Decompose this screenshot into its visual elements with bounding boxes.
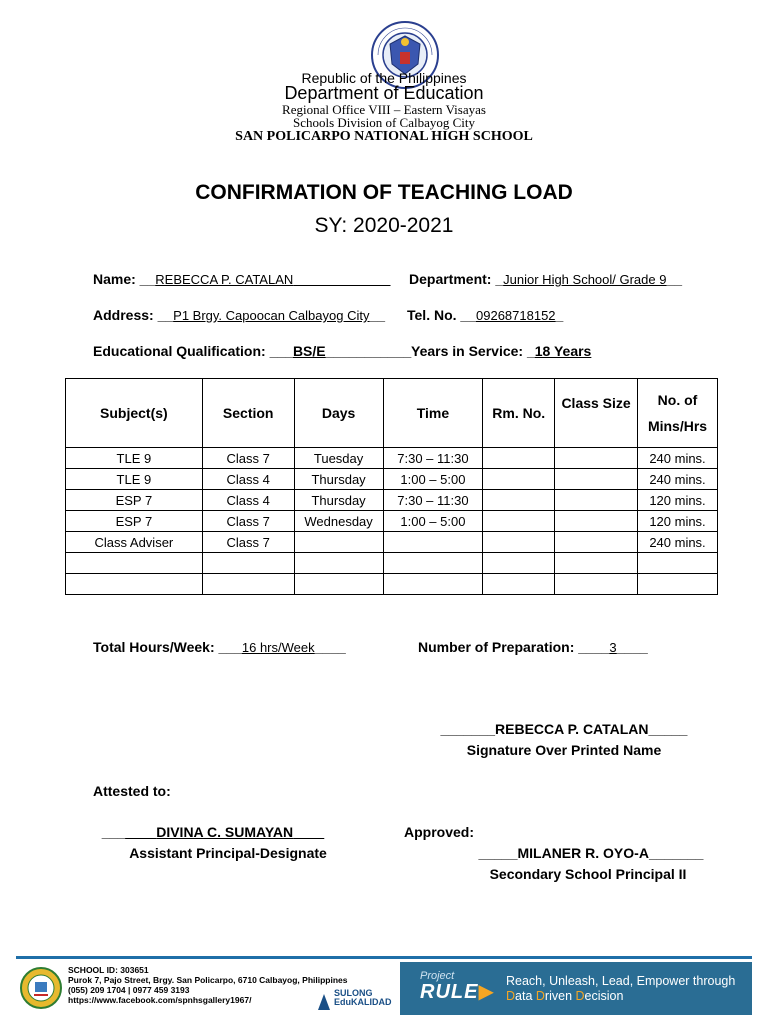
preparation-value: 3 bbox=[609, 640, 617, 655]
name-field: Name: __REBECCA P. CATALAN bbox=[93, 271, 294, 287]
header-mins-line1: No. of bbox=[657, 392, 698, 408]
cell-time: 7:30 – 11:30 bbox=[383, 448, 483, 469]
qualification-field: Educational Qualification: ___BS/E___________ bbox=[93, 343, 412, 359]
cell-section: Class 7 bbox=[202, 448, 294, 469]
teacher-signature-name: _______REBECCA P. CATALAN_____ bbox=[440, 721, 688, 737]
department-line: Department of Education bbox=[284, 83, 484, 103]
address-value: P1 Brgy. Capoocan Calbayog City bbox=[173, 308, 370, 323]
cell-subject: TLE 9 bbox=[66, 448, 203, 469]
project-slogan bbox=[506, 974, 735, 1004]
cell-days: Thursday bbox=[294, 490, 383, 511]
cell-section: Class 7 bbox=[202, 532, 294, 553]
cell-subject bbox=[66, 574, 203, 595]
total-hours-field: Total Hours/Week: ___16 hrs/Week____ bbox=[93, 639, 346, 655]
years-field: Years in Service: _18 Years bbox=[411, 343, 592, 359]
cell-time: 1:00 – 5:00 bbox=[383, 469, 483, 490]
cell-subject: ESP 7 bbox=[66, 490, 203, 511]
table-row bbox=[66, 553, 718, 574]
cell-days bbox=[294, 553, 383, 574]
approver-title: Secondary School Principal II bbox=[489, 866, 687, 882]
qualification-value: BS/E bbox=[292, 343, 326, 359]
table-header-row bbox=[66, 379, 718, 448]
school-name: SAN POLICARPO NATIONAL HIGH SCHOOL bbox=[235, 129, 533, 144]
cell-subject: ESP 7 bbox=[66, 511, 203, 532]
name-label: Name: bbox=[93, 271, 136, 287]
header-mins-line2: Mins/Hrs bbox=[647, 418, 708, 434]
footer-contact bbox=[68, 965, 347, 1005]
cell-room bbox=[483, 553, 555, 574]
cell-days: Thursday bbox=[294, 469, 383, 490]
attester-title: Assistant Principal-Designate bbox=[129, 845, 327, 861]
cell-room bbox=[483, 532, 555, 553]
cell-room bbox=[483, 574, 555, 595]
project-label: Project bbox=[420, 970, 455, 982]
approver-name: MILANER R. OYO-A bbox=[517, 845, 649, 861]
cell-subject: Class Adviser bbox=[66, 532, 203, 553]
department-value: Junior High School/ Grade 9 bbox=[503, 272, 667, 287]
attester-name: DIVINA C. SUMAYAN bbox=[156, 824, 294, 840]
header-section: Section bbox=[202, 379, 294, 448]
header-time: Time bbox=[383, 379, 483, 448]
footer-phones: (055) 209 1704 | 0977 459 3193 bbox=[68, 985, 190, 995]
cell-class-size bbox=[555, 532, 638, 553]
cell-mins: 120 mins. bbox=[638, 511, 718, 532]
cell-days bbox=[294, 574, 383, 595]
cell-section: Class 4 bbox=[202, 490, 294, 511]
cell-class-size bbox=[555, 469, 638, 490]
cell-time bbox=[383, 574, 483, 595]
cell-class-size bbox=[555, 553, 638, 574]
rule-text: RULE bbox=[420, 981, 479, 1003]
republic-line: Republic of the Philippines bbox=[301, 70, 467, 86]
cell-mins: 120 mins. bbox=[638, 490, 718, 511]
table-row bbox=[66, 490, 718, 511]
department-field: Department: _Junior High School/ Grade 9__ bbox=[409, 271, 683, 287]
preparation-label: Number of Preparation: bbox=[418, 639, 575, 655]
cell-days: Wednesday bbox=[294, 511, 383, 532]
header-subject: Subject(s) bbox=[66, 379, 203, 448]
header-mins bbox=[638, 379, 718, 448]
years-label: Years in Service: bbox=[411, 343, 524, 359]
teaching-load-table bbox=[65, 378, 718, 595]
project-rule-logo bbox=[420, 970, 495, 1002]
cell-room bbox=[483, 448, 555, 469]
cell-subject: TLE 9 bbox=[66, 469, 203, 490]
years-value: 18 Years bbox=[534, 343, 592, 359]
approver-signature-name: _____MILANER R. OYO-A_______ bbox=[478, 845, 704, 861]
sulong-line2: EduKALIDAD bbox=[334, 997, 392, 1007]
cell-mins: 240 mins. bbox=[638, 448, 718, 469]
school-year: SY: 2020-2021 bbox=[314, 214, 454, 237]
sulong-line1: SULONG bbox=[334, 988, 373, 998]
table-body bbox=[66, 448, 718, 595]
cell-subject bbox=[66, 553, 203, 574]
address-field: Address: __P1 Brgy. Capoocan Calbayog City__ bbox=[93, 307, 386, 323]
sulong-logo-icon bbox=[316, 992, 332, 1012]
department-label: Department: bbox=[409, 271, 492, 287]
cell-section bbox=[202, 553, 294, 574]
cell-mins bbox=[638, 574, 718, 595]
cell-mins: 240 mins. bbox=[638, 469, 718, 490]
footer-address: Purok 7, Pajo Street, Brgy. San Policarpo, 6710 Calbayog, Philippines bbox=[68, 975, 348, 985]
slogan-line1: Reach, Unleash, Lead, Empower through bbox=[506, 974, 736, 988]
attester-signature-name: ___ DIVINA C. SUMAYAN bbox=[101, 824, 294, 840]
header-days: Days bbox=[294, 379, 383, 448]
cell-section: Class 7 bbox=[202, 511, 294, 532]
cell-room bbox=[483, 469, 555, 490]
school-logo-icon bbox=[20, 967, 62, 1009]
table-row bbox=[66, 511, 718, 532]
sulong-edukalidad bbox=[334, 989, 392, 1007]
tel-value: 09268718152 bbox=[476, 308, 556, 323]
cell-section: Class 4 bbox=[202, 469, 294, 490]
cell-time: 1:00 – 5:00 bbox=[383, 511, 483, 532]
total-hours-label: Total Hours/Week: bbox=[93, 639, 215, 655]
cell-days: Tuesday bbox=[294, 448, 383, 469]
footer-facebook[interactable]: https://www.facebook.com/spnhsgallery1967/ bbox=[68, 995, 252, 1005]
tel-label: Tel. No. bbox=[407, 307, 457, 323]
teacher-caption: Signature Over Printed Name bbox=[466, 742, 662, 758]
header-class-size: Class Size bbox=[555, 379, 638, 448]
region-line: Regional Office VIII – Eastern Visayas bbox=[282, 102, 486, 117]
cell-mins bbox=[638, 553, 718, 574]
cell-days bbox=[294, 532, 383, 553]
arrow-right-icon: ▶ bbox=[478, 981, 495, 1003]
cell-time: 7:30 – 11:30 bbox=[383, 490, 483, 511]
footer-school-id: SCHOOL ID: 303651 bbox=[68, 965, 149, 975]
footer-school-info bbox=[16, 962, 400, 1015]
tel-field: Tel. No. __09268718152_ bbox=[407, 307, 564, 323]
total-hours-value: 16 hrs/Week bbox=[241, 640, 315, 655]
cell-room bbox=[483, 490, 555, 511]
qualification-label: Educational Qualification: bbox=[93, 343, 266, 359]
approved-label: Approved: bbox=[404, 824, 474, 840]
cell-class-size bbox=[555, 574, 638, 595]
table-row bbox=[66, 469, 718, 490]
teacher-name: REBECCA P. CATALAN bbox=[495, 721, 649, 737]
attested-label: Attested to: bbox=[93, 783, 171, 799]
table-row bbox=[66, 574, 718, 595]
cell-mins: 240 mins. bbox=[638, 532, 718, 553]
cell-class-size bbox=[555, 490, 638, 511]
cell-room bbox=[483, 511, 555, 532]
footer-banner bbox=[16, 956, 752, 1015]
preparation-field: Number of Preparation: ____3____ bbox=[418, 639, 648, 655]
table-row bbox=[66, 532, 718, 553]
cell-class-size bbox=[555, 448, 638, 469]
slogan-line2: Data Driven Decision bbox=[506, 989, 624, 1003]
cell-class-size bbox=[555, 511, 638, 532]
document-title: CONFIRMATION OF TEACHING LOAD bbox=[195, 181, 573, 204]
table-row bbox=[66, 448, 718, 469]
cell-time bbox=[383, 532, 483, 553]
address-label: Address: bbox=[93, 307, 154, 323]
cell-section bbox=[202, 574, 294, 595]
division-line: Schools Division of Calbayog City bbox=[293, 115, 475, 130]
rule-label bbox=[420, 982, 495, 1002]
cell-time bbox=[383, 553, 483, 574]
footer-project-rule bbox=[400, 962, 752, 1015]
name-value: REBECCA P. CATALAN bbox=[155, 272, 294, 287]
header-room: Rm. No. bbox=[483, 379, 555, 448]
